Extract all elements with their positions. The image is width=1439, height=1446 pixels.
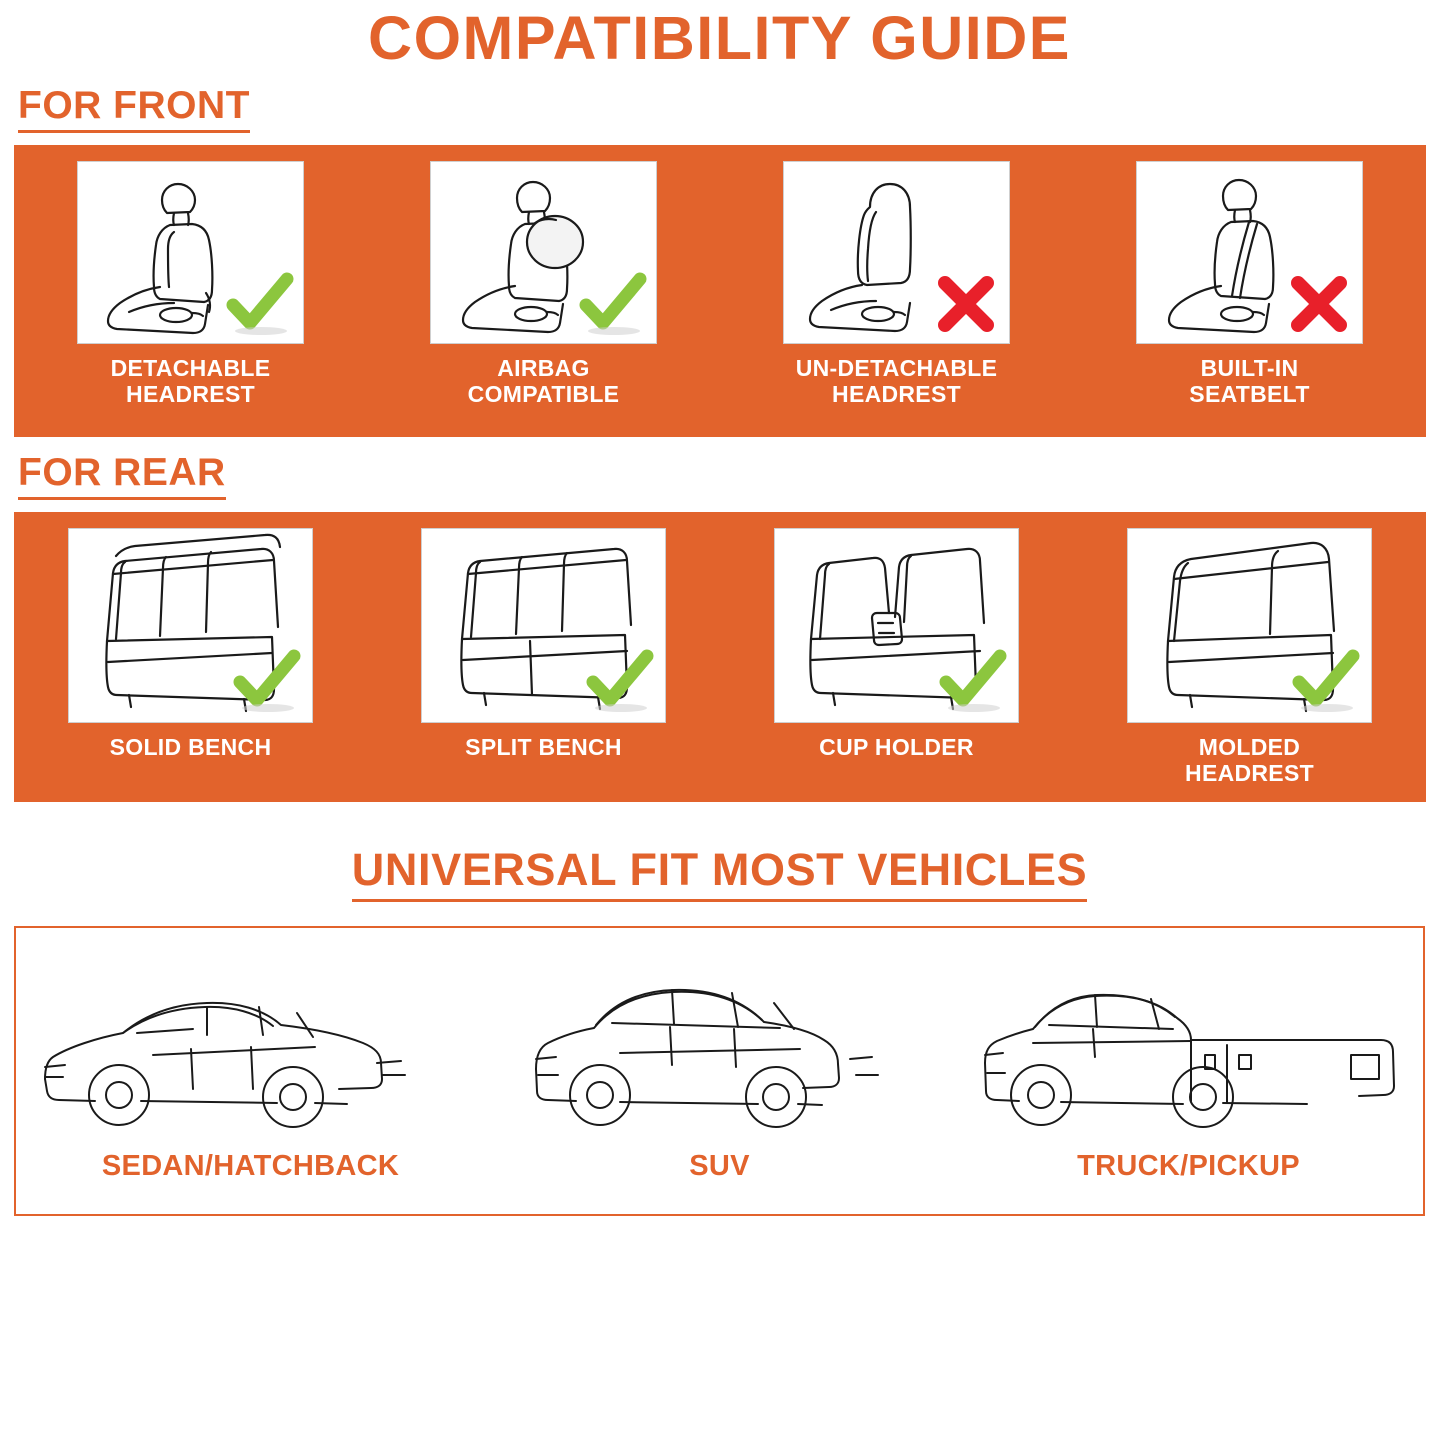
rear-item-label [110,734,272,760]
check-mark-icon [232,646,302,716]
rear-item-label-line1: CUP HOLDER [819,734,974,761]
front-item-label [1189,355,1309,408]
vehicle-truck [969,959,1409,1183]
sedan-icon [31,959,471,1144]
front-items-panel [14,145,1426,437]
rear-seat-thumb [421,528,666,723]
front-seat-thumb [783,161,1010,344]
section-heading-rear: FOR REAR [18,451,226,500]
rear-seat-thumb [68,528,313,723]
front-item-label-line1: AIRBAG [497,355,590,382]
universal-fit-title-text: UNIVERSAL FIT MOST VEHICLES [352,844,1087,902]
front-item-label-line2: COMPATIBLE [467,381,620,408]
front-seat-thumb [77,161,304,344]
cross-mark-icon [1284,269,1354,339]
rear-seat-thumb [1127,528,1372,723]
vehicle-suv [500,959,940,1183]
vehicle-sedan [31,959,471,1183]
front-item-label-line2: SEATBELT [1189,381,1310,408]
rear-item-label-line1: MOLDED [1198,734,1301,761]
front-item-label-line1: BUILT-IN [1200,355,1299,382]
front-item-label [796,355,998,408]
front-heading-row [0,84,1439,133]
page-title: COMPATIBILITY GUIDE [368,4,1071,72]
universal-fit-title [0,844,1439,906]
rear-item-label-line2: HEADREST [1185,760,1314,787]
rear-heading-row [0,451,1439,500]
rear-items-panel [14,512,1426,802]
rear-seat-thumb [774,528,1019,723]
section-heading-front: FOR FRONT [18,84,250,133]
check-mark-icon [1291,646,1361,716]
front-item-label [111,355,271,408]
rear-item-label [465,734,622,760]
front-item-label [468,355,620,408]
front-item-undetachable-headrest [777,161,1017,408]
rear-item-solid-bench [71,528,311,760]
cross-mark-icon [931,269,1001,339]
check-mark-icon [578,269,648,339]
rear-item-split-bench [424,528,664,760]
rear-item-label-line1: SOLID BENCH [109,734,272,761]
rear-item-molded-headrest [1130,528,1370,787]
vehicle-label: SEDAN/HATCHBACK [101,1150,400,1183]
rear-item-label [1185,734,1314,787]
front-item-label-line2: HEADREST [832,381,961,408]
suv-icon [520,959,920,1144]
front-item-label-line2: HEADREST [126,381,255,408]
rear-item-label-line1: SPLIT BENCH [465,734,622,761]
universal-fit-box [14,926,1425,1216]
rear-item-label [819,734,974,760]
check-mark-icon [938,646,1008,716]
front-item-airbag-compatible [424,161,664,408]
front-seat-thumb [1136,161,1363,344]
check-mark-icon [225,269,295,339]
front-item-detachable-headrest [71,161,311,408]
front-item-builtin-seatbelt [1130,161,1370,408]
front-seat-thumb [430,161,657,344]
rear-item-cup-holder [777,528,1017,760]
check-mark-icon [585,646,655,716]
front-item-label-line1: UN-DETACHABLE [795,355,998,382]
front-item-label-line1: DETACHABLE [110,355,271,382]
vehicle-label: TRUCK/PICKUP [1077,1150,1300,1183]
truck-icon [969,959,1409,1144]
vehicle-label: SUV [689,1150,750,1183]
